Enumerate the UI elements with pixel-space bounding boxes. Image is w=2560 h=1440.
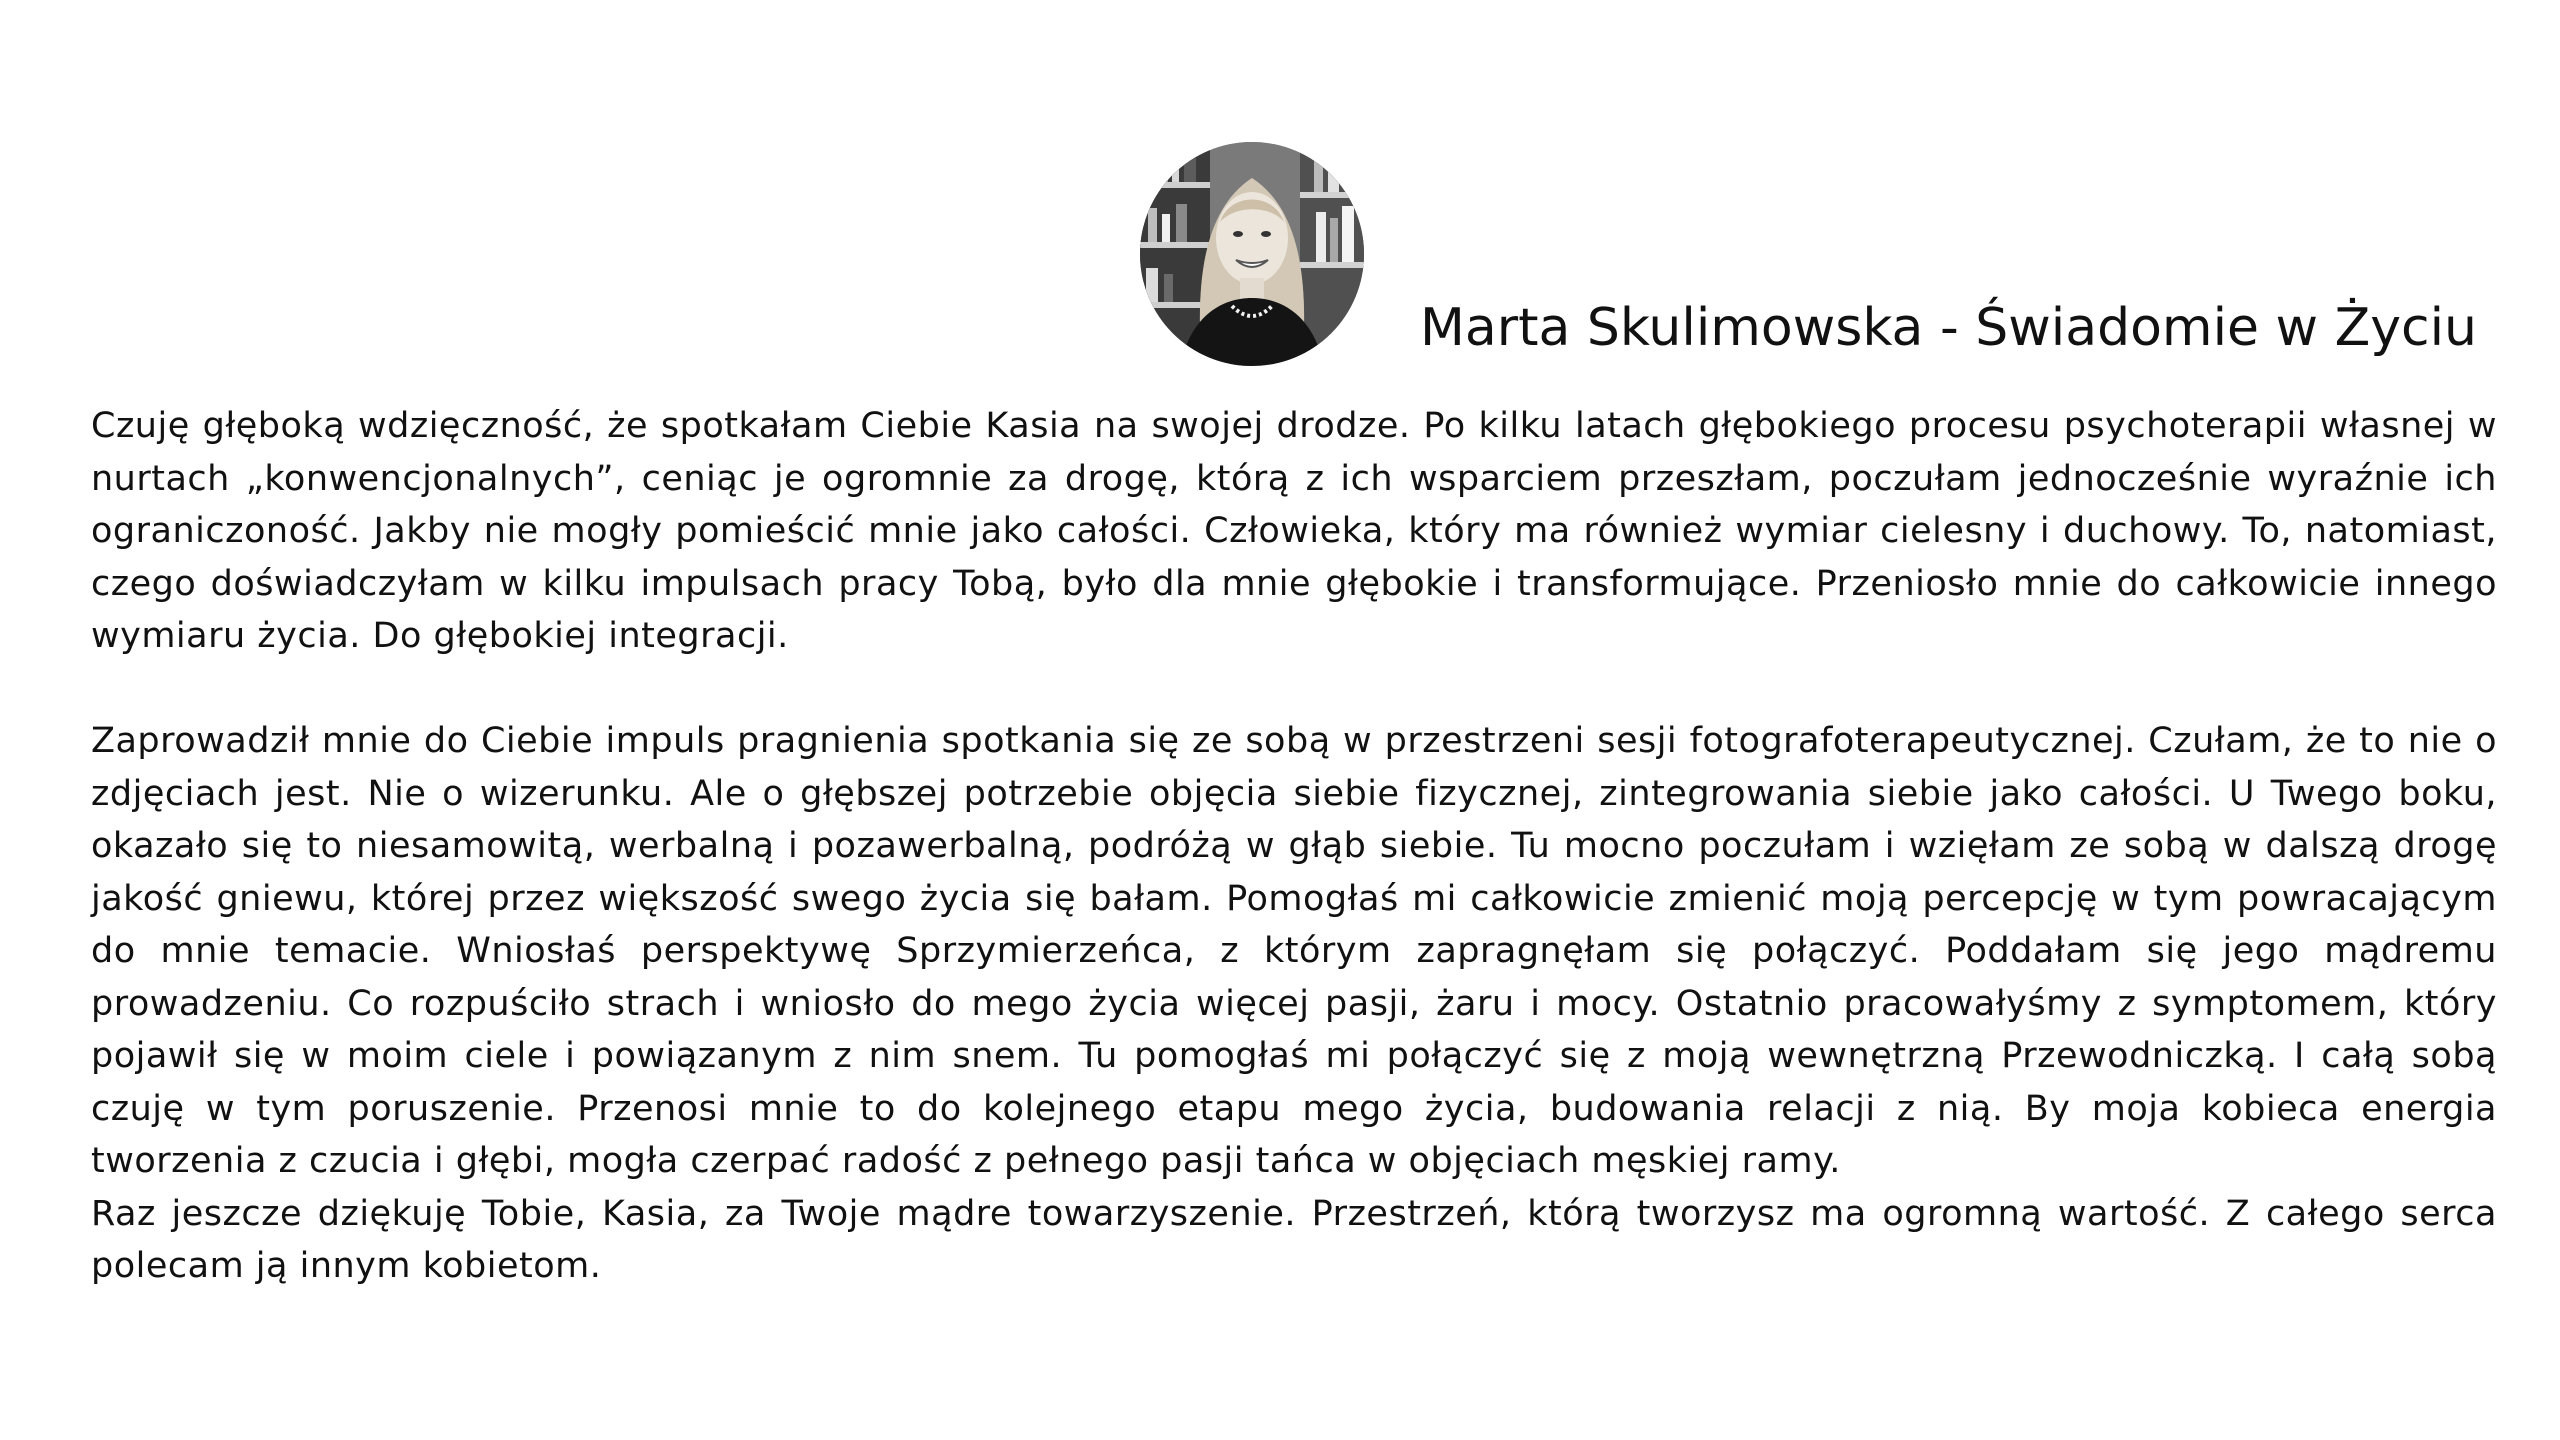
testimonial-paragraph: Czuję głęboką wdzięczność, że spotkałam Ciebie Kasia na swojej drodze. Po kilku latach głębokiego procesu psychoterapii własnej w nurtach „konwencjonalnych”, ceniąc je ogromnie za drogę, którą z ich wsparciem przeszłam, poczułam jednocześnie wyraźnie ich ograniczoność. Jakby nie mogły pomieścić mnie jako całości. Człowieka, który ma również wymiar cielesny i duchowy. To, natomiast, czego doświadczyłam w kilku impulsach pracy Tobą, było dla mnie głębokie i transformujące. Przeniosło mnie do całkowicie innego wymiaru życia. Do głębokiej integracji. xyxy=(91,406,2497,656)
author-avatar xyxy=(1140,142,1364,366)
testimonial-paragraph: Raz jeszcze dziękuję Tobie, Kasia, za Twoje mądre towarzyszenie. Przestrzeń, którą tworzysz ma ogromną wartość. Z całego serca polecam ją innym kobietom. xyxy=(91,1193,2497,1286)
portrait-photo-icon xyxy=(1140,142,1364,366)
testimonial-body xyxy=(91,400,2497,1293)
testimonial-paragraph: Zaprowadził mnie do Ciebie impuls pragnienia spotkania się ze sobą w przestrzeni sesji fotografoterapeutycznej. Czułam, że to nie o zdjęciach jest. Nie o wizerunku. Ale o głębszej potrzebie objęcia siebie fizycznej, zintegrowania siebie jako całości. U Twego boku, okazało się to niesamowitą, werbalną i pozawerbalną, podróżą w głąb siebie. Tu mocno poczułam i wzięłam ze sobą w dalszą drogę jakość gniewu, której przez większość swego życia się bałam. Pomogłaś mi całkowicie zmienić moją percepcję w tym powracającym do mnie temacie. Wniosłaś perspektywę Sprzymierzeńca, z którym zapragnęłam się połączyć. Poddałam się jego mądremu prowadzeniu. Co rozpuściło strach i wniosło do mego życia więcej pasji, żaru i mocy. Ostatnio pracowałyśmy z symptomem, który pojawił się w moim ciele i powiązanym z nim snem. Tu pomogłaś mi połączyć się z moją wewnętrzną Przewodniczką. I całą sobą czuję w tym poruszenie. Przenosi mnie to do kolejnego etapu mego życia, budowania relacji z nią. By moja kobieca energia tworzenia z czucia i głębi, mogła czerpać radość z pełnego pasji tańca w objęciach męskiej ramy. xyxy=(91,721,2497,1181)
author-name: Marta Skulimowska - Świadomie w Życiu xyxy=(1420,298,2477,358)
testimonial-header xyxy=(1140,142,2480,372)
paragraph-spacer xyxy=(91,663,2497,716)
